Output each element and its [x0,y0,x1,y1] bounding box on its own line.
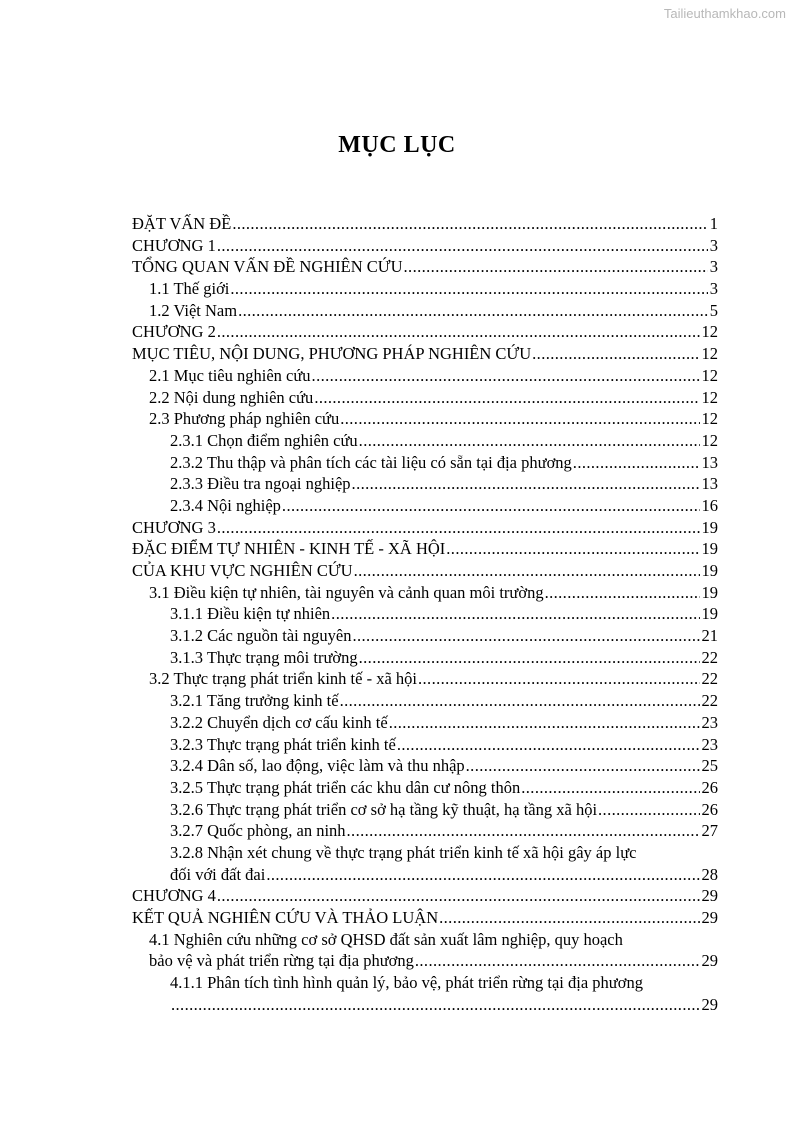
toc-page-number: 12 [701,365,718,385]
toc-page-number: 12 [701,344,718,364]
toc-entry-label: MỤC TIÊU, NỘI DUNG, PHƯƠNG PHÁP NGHIÊN CỨU [132,344,532,364]
toc-page-number: 5 [709,300,718,320]
toc-entry [132,712,718,734]
watermark: Tailieuthamkhao.com [663,6,786,21]
toc-entry [132,365,718,387]
toc-leader-dots [331,603,699,625]
toc-entry [132,343,718,365]
page-title: MỤC LỤC [338,132,456,158]
toc-entry-label: 3.1 Điều kiện tự nhiên, tài nguyên và cảnh quan môi trường [149,582,544,602]
toc-entry [132,668,718,690]
toc-page-number: 29 [701,908,718,927]
toc-entry [132,235,718,257]
toc-entry-continuation [132,994,718,1016]
toc-leader-dots [359,647,700,669]
toc-leader-dots [573,452,700,474]
toc-leader-dots [397,734,700,756]
toc-leader-dots [340,690,700,712]
toc-leader-dots [230,278,707,300]
toc-entry [132,538,718,560]
toc-entry-label: CHƯƠNG 2 [132,322,216,342]
toc-page-number: 29 [701,886,718,906]
toc-entry [132,755,718,777]
toc-page-number: 3 [709,257,718,277]
toc-leader-dots [171,994,700,1016]
toc-leader-dots [282,495,700,517]
toc-entry [132,430,718,452]
toc-page-number: 13 [701,452,718,472]
toc-leader-dots [312,365,700,387]
toc-entry [132,387,718,409]
toc-page-number: 19 [701,604,718,624]
toc-entry [132,907,718,929]
toc-entry [132,560,718,582]
toc-page-number: 12 [701,387,718,407]
toc-entry [132,321,718,343]
toc-page-number: 12 [701,322,718,342]
toc-leader-dots [217,885,700,907]
toc-entry [132,734,718,756]
toc-leader-dots [217,517,700,539]
toc-page-number: 3 [709,235,718,255]
toc-entry [132,972,718,1015]
toc-leader-dots [418,668,700,690]
toc-leader-dots [532,343,699,365]
toc-entry-label: 2.2 Nội dung nghiên cứu [149,387,314,407]
toc-page-number: 26 [701,777,718,797]
toc-entry [132,300,718,322]
toc-page-number: 29 [701,951,718,971]
toc-entry [132,625,718,647]
toc-entry [132,517,718,539]
toc-page-number: 22 [701,669,718,689]
toc-entry [132,885,718,907]
toc-entry-label: 2.3.4 Nội nghiệp [170,495,281,515]
toc-page-number: 29 [701,994,718,1014]
toc-entry-label: 3.2.4 Dân số, lao động, việc làm và thu nhập [170,756,465,776]
toc-leader-dots [352,473,700,495]
toc-page-number: 19 [701,539,718,559]
toc-page-number: 12 [701,430,718,450]
toc-leader-dots [404,256,708,278]
toc-page-number: 19 [701,582,718,602]
toc-page-number: 16 [701,495,718,515]
toc-entry [132,256,718,278]
toc-entry-label: CỦA KHU VỰC NGHIÊN CỨU [132,561,353,580]
toc-leader-dots [545,582,700,604]
toc-leader-dots [446,538,699,560]
toc-leader-dots [340,408,699,430]
toc-page-number: 23 [701,712,718,732]
toc-leader-dots [354,560,700,582]
toc-entry-continuation [132,864,718,886]
toc-entry [132,495,718,517]
toc-entry-label: KẾT QUẢ NGHIÊN CỨU VÀ THẢO LUẬN [132,908,439,927]
toc-leader-dots [217,235,708,257]
toc-entry [132,603,718,625]
toc-entry-label: 3.1.1 Điều kiện tự nhiên [170,604,331,624]
toc-entry-label: 3.2 Thực trạng phát triển kinh tế - xã hội [149,669,417,689]
toc-entry [132,278,718,300]
toc-entry [132,582,718,604]
toc-entry-label: ĐẶC ĐIỂM TỰ NHIÊN - KINH TẾ - XÃ HỘI [132,539,446,559]
toc-entry-label: 2.1 Mục tiêu nghiên cứu [149,365,311,385]
toc-entry [132,777,718,799]
toc-entry-label: 3.2.5 Thực trạng phát triển các khu dân cư nông thôn [170,777,521,797]
toc-entry-label: 3.1.2 Các nguồn tài nguyên [170,626,352,646]
toc-page-number: 12 [701,409,718,429]
toc-leader-dots [347,820,700,842]
toc-entry [132,473,718,495]
toc-entry-label: CHƯƠNG 3 [132,517,216,537]
toc-page-number: 27 [701,821,718,841]
toc-entry-label: 3.2.7 Quốc phòng, an ninh [170,821,346,841]
toc-leader-dots [217,321,700,343]
toc-entry [132,799,718,821]
toc-entry-label: 4.1.1 Phân tích tình hình quản lý, bảo vệ, phát triển rừng tại địa phương [170,973,643,993]
toc-entry [132,213,718,235]
toc-entry-label: 2.3 Phương pháp nghiên cứu [149,409,340,429]
toc-entry-label: 3.2.1 Tăng trưởng kinh tế [170,691,339,711]
toc-entry-label: 1.2 Việt Nam [149,300,238,320]
toc-leader-dots [466,755,700,777]
toc-leader-dots [389,712,700,734]
toc-page-number: 19 [701,561,718,580]
toc-entry [132,820,718,842]
toc-page-number: 13 [701,474,718,494]
toc-entry-label: 3.2.3 Thực trạng phát triển kinh tế [170,734,396,754]
toc-entry-label: CHƯƠNG 4 [132,886,216,906]
toc-leader-dots [232,213,707,235]
toc-page-number: 23 [701,734,718,754]
toc-entry-continuation [132,950,718,972]
toc-page-number: 25 [701,756,718,776]
toc-entry [132,408,718,430]
toc-page-number: 22 [701,647,718,667]
toc-page-number: 26 [701,799,718,819]
toc-entry-label: 2.3.3 Điều tra ngoại nghiệp [170,474,351,494]
toc-page-number: 19 [701,517,718,537]
toc-entry-label: ĐẶT VẤN ĐỀ [132,214,232,233]
toc-entry-label: 3.2.6 Thực trạng phát triển cơ sở hạ tầng kỹ thuật, hạ tầng xã hội [170,799,598,819]
toc-page-number: 28 [701,864,718,884]
toc-entry-label: 1.1 Thế giới [149,279,230,299]
toc-leader-dots [314,387,699,409]
toc-leader-dots [521,777,699,799]
toc-entry-label: 3.1.3 Thực trạng môi trường [170,647,358,667]
toc-leader-dots [352,625,699,647]
toc-page-number: 21 [701,626,718,646]
toc-leader-dots [238,300,708,322]
toc-entry-label: bảo vệ và phát triển rừng tại địa phương [149,951,414,971]
toc-entry [132,690,718,712]
toc-entry [132,842,718,885]
toc-leader-dots [359,430,700,452]
toc-entry-label: CHƯƠNG 1 [132,235,216,255]
toc-page-number: 1 [709,214,718,233]
toc-entry-label: TỔNG QUAN VẤN ĐỀ NGHIÊN CỨU [132,257,403,277]
toc-entry [132,929,718,972]
toc-entry [132,647,718,669]
toc-page-number: 3 [709,279,718,299]
toc-entry-label: 3.2.8 Nhận xét chung về thực trạng phát triển kinh tế xã hội gây áp lực [170,842,637,862]
toc-leader-dots [266,864,699,886]
toc-entry [132,452,718,474]
toc-leader-dots [598,799,699,821]
table-of-contents [132,213,718,1015]
toc-entry-label: đối với đất đai [170,864,266,884]
toc-leader-dots [415,950,700,972]
toc-entry-label: 2.3.1 Chọn điểm nghiên cứu [170,430,358,450]
toc-entry-label: 2.3.2 Thu thập và phân tích các tài liệu có sẵn tại địa phương [170,452,572,472]
toc-leader-dots [439,907,699,929]
toc-entry-label: 3.2.2 Chuyển dịch cơ cấu kinh tế [170,712,388,732]
toc-entry-label: 4.1 Nghiên cứu những cơ sở QHSD đất sản xuất lâm nghiệp, quy hoạch [149,929,623,949]
toc-page-number: 22 [701,691,718,711]
